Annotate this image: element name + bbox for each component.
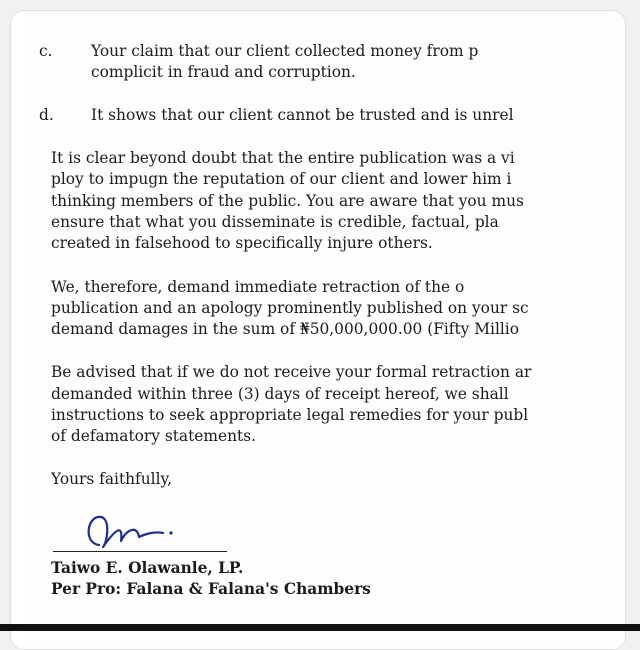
paragraph-line: We, therefore, demand immediate retraction of the o <box>51 278 465 296</box>
signature-line <box>53 551 227 552</box>
post-card <box>10 10 626 650</box>
list-item-text: complicit in fraud and corruption. <box>91 63 356 81</box>
paragraph-line: Be advised that if we do not receive your formal retraction ar <box>51 363 532 381</box>
paragraph-line: of defamatory statements. <box>51 427 256 445</box>
paragraph-line: ensure that what you disseminate is credible, factual, pla <box>51 213 499 231</box>
signatory-firm: Per Pro: Falana & Falana's Chambers <box>51 580 371 598</box>
paragraph-line: ploy to impugn the reputation of our client and lower him i <box>51 170 512 188</box>
list-item-letter: d. <box>39 106 54 124</box>
signatory-name: Taiwo E. Olawanle, LP. <box>51 559 244 577</box>
paragraph-line: publication and an apology prominently published on your sc <box>51 299 529 317</box>
paragraph-line: thinking members of the public. You are aware that you mus <box>51 192 524 210</box>
list-item-text: Your claim that our client collected money from p <box>91 42 479 60</box>
paragraph-line: created in falsehood to specifically injure others. <box>51 234 433 252</box>
list-item-text: It shows that our client cannot be trusted and is unrel <box>91 106 514 124</box>
signature-image <box>77 507 197 557</box>
paragraph-line: demanded within three (3) days of receipt hereof, we shall <box>51 385 509 403</box>
paragraph-line: demand damages in the sum of ₦50,000,000.00 (Fifty Millio <box>51 320 519 338</box>
list-item-letter: c. <box>39 42 53 60</box>
closing-salutation: Yours faithfully, <box>51 470 173 488</box>
letter-scan <box>25 11 625 650</box>
bottom-bar <box>0 624 640 631</box>
paragraph-line: instructions to seek appropriate legal remedies for your publ <box>51 406 529 424</box>
paragraph-line: It is clear beyond doubt that the entire publication was a vi <box>51 149 515 167</box>
